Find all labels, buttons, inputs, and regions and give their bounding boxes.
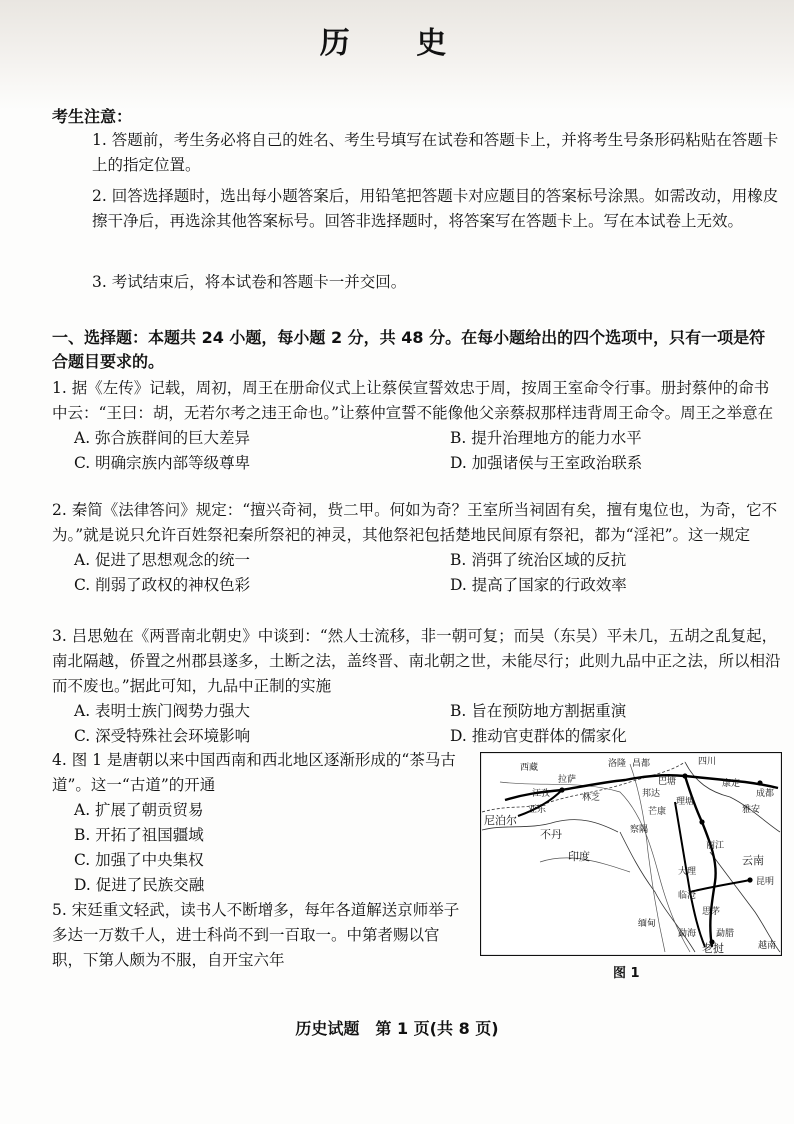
option-a: A. 促进了思想观念的统一: [74, 551, 251, 569]
map-label: 老挝: [702, 942, 724, 955]
figure-caption: 图 1: [613, 966, 640, 981]
option-d: D. 提高了国家的行政效率: [450, 576, 627, 594]
question-stem: 5. 宋廷重文轻武，读书人不断增多，每年各道解送京师举子多达一万数千人，进士科尚不到一百取一。中第者赐以官职，下第人颇为不服，自开宝六年: [52, 901, 460, 969]
map-label: 洛隆: [608, 759, 627, 769]
map-label: 西藏: [520, 763, 539, 773]
question-4: [52, 748, 464, 898]
map-label: 印度: [568, 850, 590, 863]
option-b: B. 旨在预防地方割据重演: [450, 702, 627, 720]
option-b: B. 消弭了统治区域的反抗: [450, 551, 627, 569]
question-stem: 3. 吕思勉在《两晋南北朝史》中谈到：“然人士流移，非一朝可复；而吴（东吴）平未几，五胡之乱复起，南北隔越，侨置之州郡县遂多，土断之法，盖终晋、南北朝之世，未能尽行；此则九品中正之法，所以相沿而不废也。”据此可知，九品中正制的实施: [52, 627, 781, 695]
map-label: 尼泊尔: [484, 814, 517, 827]
map-label: 理塘: [676, 797, 695, 807]
map-label: 江孜: [532, 789, 551, 799]
map-label: 四川: [698, 757, 717, 767]
notice-item: 3. 考试结束后，将本试卷和答题卡一并交回。: [92, 273, 407, 291]
map-label: 雅安: [742, 805, 761, 815]
question-1: [52, 376, 782, 476]
map-label: 云南: [742, 854, 764, 867]
map-label: 拉萨: [558, 775, 577, 785]
section-heading: 一、选择题：本题共 24 小题，每小题 2 分，共 48 分。在每小题给出的四个选项中，只有一项是符合题目要求的。: [52, 328, 766, 371]
map-label: 大理: [678, 867, 697, 877]
options: [74, 548, 782, 598]
question-5: [52, 898, 464, 973]
map-label: 缅甸: [638, 919, 657, 929]
page-footer: 历史试题 第 1 页(共 8 页): [295, 1019, 499, 1038]
map-label: 成都: [756, 789, 775, 799]
map-label: 勐腊: [716, 929, 735, 939]
map-label: 思茅: [702, 907, 721, 917]
option-a: A. 弥合族群间的巨大差异: [74, 429, 251, 447]
map-label: 昌都: [632, 759, 651, 769]
option-a: A. 扩展了朝贡贸易: [74, 801, 204, 819]
question-stem: 4. 图 1 是唐朝以来中国西南和西北地区逐渐形成的“茶马古道”。这一“古道”的开通: [52, 751, 456, 794]
map-label: 昆明: [756, 877, 775, 887]
map-label: 亚东: [528, 805, 547, 815]
map-label: 越南: [758, 941, 777, 951]
map-label: 丽江: [706, 841, 725, 851]
question-stem: 1. 据《左传》记载，周初，周王在册命仪式上让蔡侯宣誓效忠于周，按周王室命令行事。册封蔡仲的命书中云：“王曰：胡，无若尔考之违王命也。”让蔡仲宣誓不能像他父亲蔡叔那样违背周王命令。周王之举意在: [52, 379, 774, 422]
option-c: C. 削弱了政权的神权色彩: [74, 576, 251, 594]
question-2: [52, 498, 782, 598]
tea-horse-road-map: [480, 752, 782, 956]
map-labels: [480, 752, 782, 956]
options: [74, 798, 464, 898]
question-stem: 2. 秦简《法律答问》规定：“擅兴奇祠，赀二甲。何如为奇？王室所当祠固有矣，擅有鬼位也，为奇，它不为。”就是说只允许百姓祭祀秦所祭祀的神灵，其他祭祀包括楚地民间原有祭祀，都为“淫祀”。这一规定: [52, 501, 778, 544]
page-title: 历 史: [319, 26, 475, 61]
option-d: D. 促进了民族交融: [74, 876, 205, 894]
option-c: C. 深受特殊社会环境影响: [74, 727, 251, 745]
notice-heading: 考生注意：: [52, 107, 133, 126]
option-a: A. 表明士族门阀势力强大: [74, 702, 251, 720]
notice-item: 1. 答题前，考生务必将自己的姓名、考生号填写在试卷和答题卡上，并将考生号条形码粘贴在答题卡上的指定位置。: [92, 131, 779, 174]
map-label: 康定: [722, 779, 741, 789]
options: [74, 699, 782, 749]
map-label: 林芝: [582, 793, 601, 803]
map-label: 巴塘: [658, 777, 677, 787]
map-label: 察隅: [630, 825, 649, 835]
options: [74, 426, 782, 476]
option-b: B. 提升治理地方的能力水平: [450, 429, 642, 447]
map-label: 不丹: [540, 828, 562, 841]
map-label: 临沧: [678, 891, 697, 901]
option-d: D. 推动官吏群体的儒家化: [450, 727, 627, 745]
option-b: B. 开拓了祖国疆域: [74, 826, 204, 844]
map-label: 邦达: [642, 789, 661, 799]
question-3: [52, 624, 782, 749]
map-label: 芒康: [648, 807, 667, 817]
notice-item: 2. 回答选择题时，选出每小题答案后，用铅笔把答题卡对应题目的答案标号涂黑。如需改动，用橡皮擦干净后，再选涂其他答案标号。回答非选择题时，将答案写在答题卡上。写在本试卷上无效。: [92, 187, 779, 230]
option-c: C. 明确宗族内部等级尊卑: [74, 454, 251, 472]
option-d: D. 加强诸侯与王室政治联系: [450, 454, 643, 472]
map-label: 勐海: [678, 929, 697, 939]
option-c: C. 加强了中央集权: [74, 851, 204, 869]
